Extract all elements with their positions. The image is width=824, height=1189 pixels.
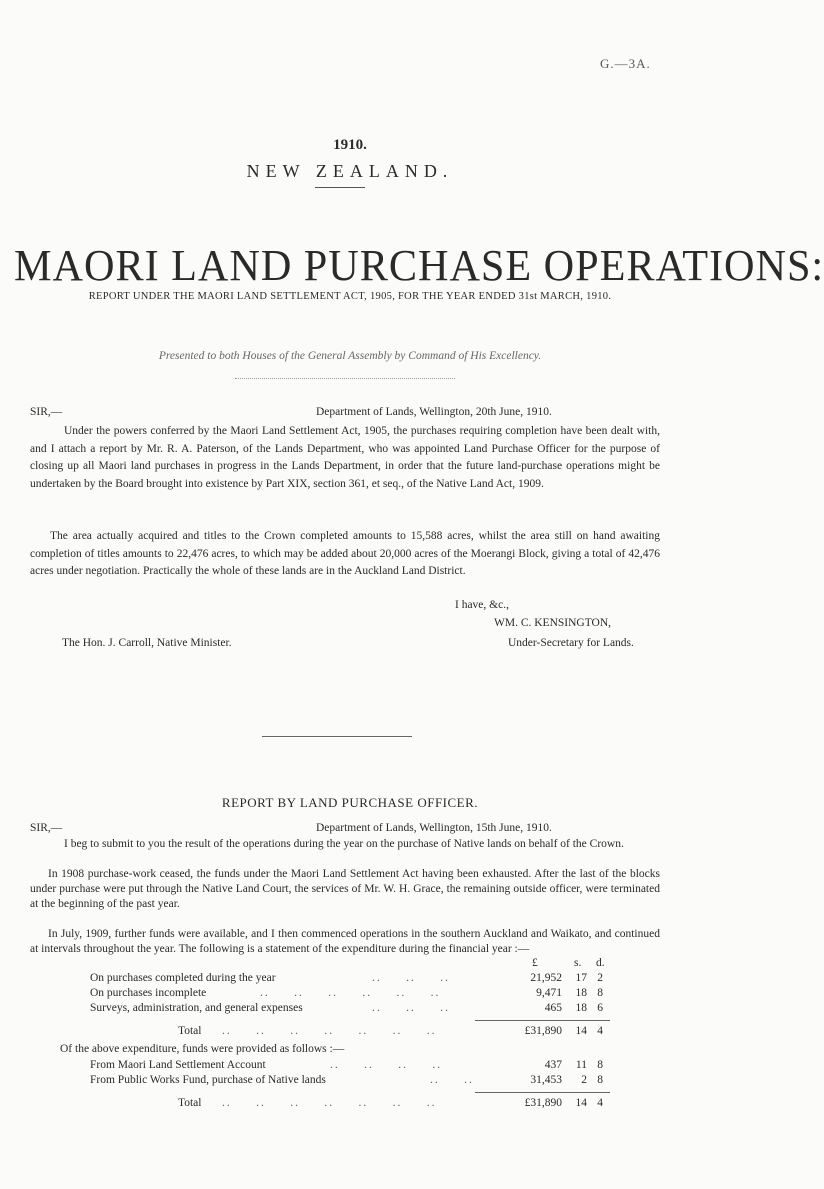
pounds-header: £ [532,957,538,969]
row-label: From Public Works Fund, purchase of Native lands [90,1074,326,1086]
row-shillings: 18 [575,1002,587,1014]
funds-intro: Of the above expenditure, funds were provided as follows :— [60,1043,345,1055]
row-pence: 2 [597,972,603,984]
total-label: Total [178,1097,202,1109]
total-label: Total [178,1025,202,1037]
total-pence: 4 [597,1025,603,1037]
letter-paragraph-1: Under the powers conferred by the Maori Land Settlement Act, 1905, the purchases requiring completion have been dealt with, and I attach a report by Mr. R. A. Paterson, of the Lands Department, who was appointed Land Purchase Officer for the purpose of closing up all Maori land purchases in progress in the Lands Department, in order that the future land-purchase operations might be undertaken by the Board brought into existence by Part XIX, section 361, et seq., of the Native Land Act, 1909. [30,425,660,490]
total-row [0,1025,700,1040]
letter-dateline: Department of Lands, Wellington, 20th June, 1910. [316,406,552,418]
page-reference: G.—3A. [600,56,651,71]
table-row [0,1002,700,1017]
total-pounds: £31,890 [524,1025,562,1037]
currency-header [0,957,700,972]
row-label: On purchases completed during the year [90,972,276,984]
letter-signatory: WM. C. KENSINGTON, [494,617,612,629]
country-heading: NEW ZEALAND. [246,161,454,181]
row-label: Surveys, administration, and general expenses [90,1002,303,1014]
report-dateline: Department of Lands, Wellington, 15th June, 1910. [316,822,552,834]
leader-dots: .. .. .. .. [330,1059,443,1071]
report-paragraph-2: In 1908 purchase-work ceased, the funds under the Maori Land Settlement Act having been exhausted. After the last of the blocks under purchase were put through the Native Land Court, the services of Mr. W. H. Grace, the remaining outside officer, were terminated at the beginning of the past year. [30,868,660,910]
letter-signatory-title: Under-Secretary for Lands. [508,637,634,649]
letter-addressee: The Hon. J. Carroll, Native Minister. [62,637,232,649]
report-paragraph-3: In July, 1909, further funds were available, and I then commenced operations in the southern Auckland and Waikato, and continued at intervals throughout the year. The following is a statement of the expenditure during the financial year :— [30,928,660,955]
row-pounds: 31,453 [530,1074,562,1086]
table-row [0,972,700,987]
row-pounds: 21,952 [530,972,562,984]
row-label: On purchases incomplete [90,987,207,999]
row-pence: 8 [597,987,603,999]
leader-dots: .. .. [430,1074,474,1086]
row-label: From Maori Land Settlement Account [90,1059,266,1071]
row-shillings: 11 [575,1059,587,1071]
row-shillings: 17 [575,972,587,984]
document-title: MAORI LAND PURCHASE OPERATIONS: [14,241,824,290]
leader-dots: .. .. .. [372,1002,450,1014]
leader-dots: .. .. .. .. .. .. [260,987,441,999]
sum-rule [475,1020,610,1021]
row-pence: 8 [597,1074,603,1086]
table-row [0,1074,700,1089]
report-salutation: SIR,— [30,822,63,834]
report-title: REPORT BY LAND PURCHASE OFFICER. [221,795,479,810]
divider [235,378,455,379]
report-paragraph-1: I beg to submit to you the result of the operations during the year on the purchase of Native lands on behalf of the Crown. [64,838,624,850]
total-shillings: 14 [575,1097,587,1109]
leader-dots: .. .. .. .. .. .. .. [222,1025,437,1037]
leader-dots: .. .. .. .. .. .. .. [222,1097,437,1109]
shillings-header: s. [574,957,582,969]
row-shillings: 18 [575,987,587,999]
sum-rule [475,1092,610,1093]
document-subtitle: REPORT UNDER THE MAORI LAND SETTLEMENT ACT, 1905, FOR THE YEAR ENDED 31st MARCH, 1910. [88,291,612,302]
row-shillings: 2 [581,1074,587,1086]
year-heading: 1910. [333,137,367,153]
row-pounds: 437 [544,1059,562,1071]
letter-paragraph-2: The area actually acquired and titles to the Crown completed amounts to 15,588 acres, whilst the area still on hand awaiting completion of titles amounts to 22,476 acres, to which may be added about 20,000 acres of the Moerangi Block, giving a total of 42,476 acres under negotiation. Practically the whole of these lands are in the Auckland Land District. [30,530,660,577]
letter-closing: I have, &c., [455,599,509,611]
table-row [0,1059,700,1074]
row-pounds: 9,471 [536,987,562,999]
letter-salutation: SIR,— [30,406,63,418]
pence-header: d. [596,957,605,969]
row-pence: 6 [597,1002,603,1014]
total-shillings: 14 [575,1025,587,1037]
divider [315,187,365,188]
leader-dots: .. .. .. [372,972,450,984]
total-row [0,1097,700,1112]
divider [262,736,412,737]
row-pounds: 465 [544,1002,562,1014]
presented-note: Presented to both Houses of the General Assembly by Command of His Excellency. [158,350,542,362]
total-pence: 4 [597,1097,603,1109]
total-pounds: £31,890 [524,1097,562,1109]
table-row [0,987,700,1002]
row-pence: 8 [597,1059,603,1071]
